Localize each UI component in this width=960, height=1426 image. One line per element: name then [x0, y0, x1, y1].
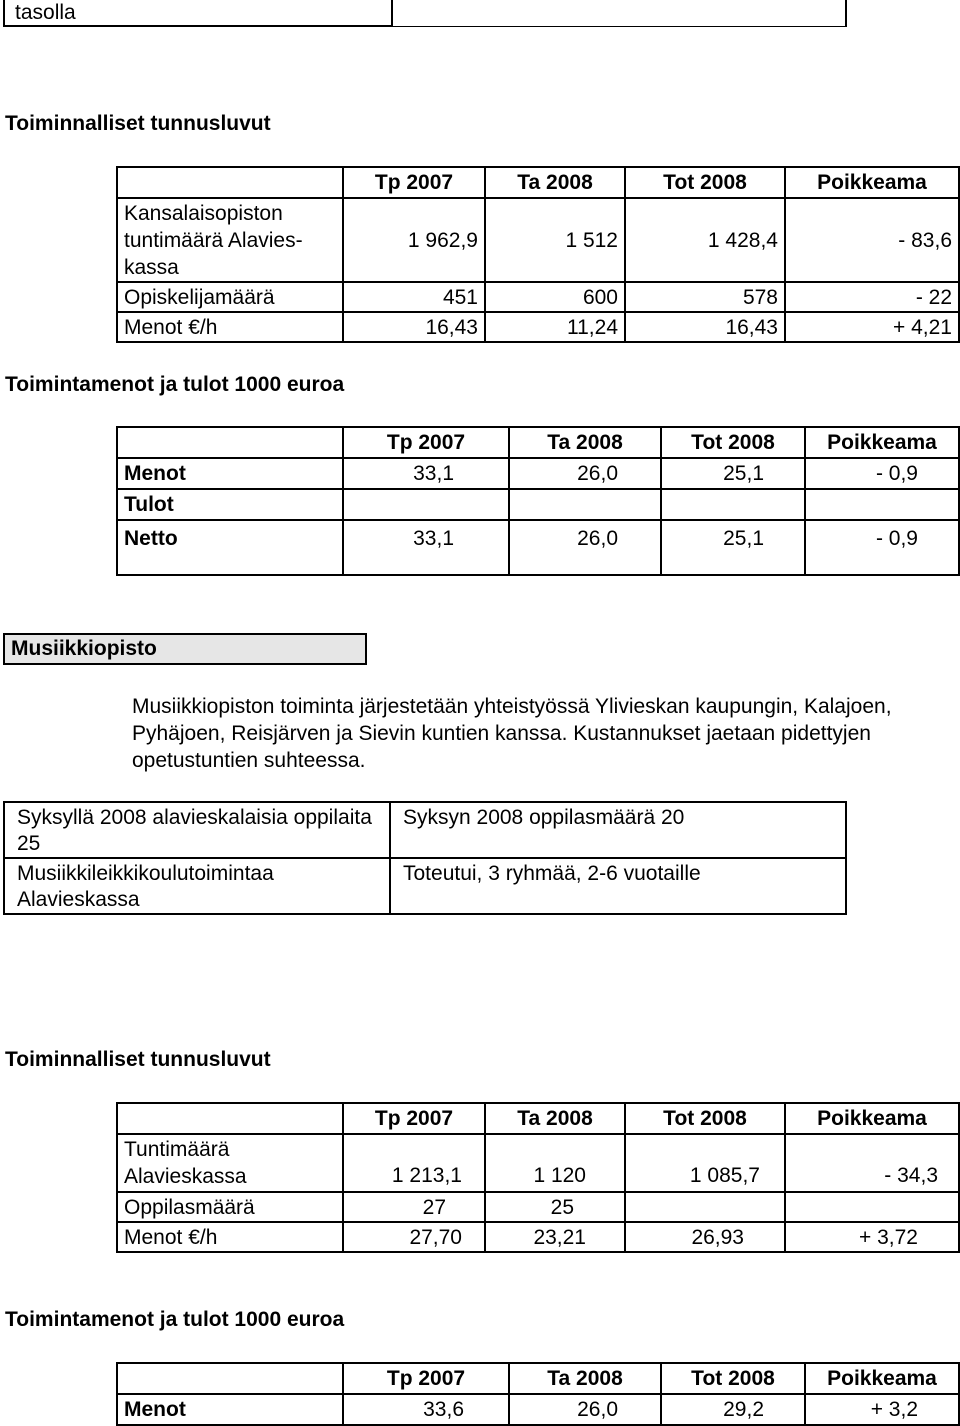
- table-row: [117, 1134, 959, 1192]
- cell-value: 1 120: [485, 1134, 625, 1192]
- section-title-box: [3, 633, 367, 665]
- cell-value: 16,43: [343, 312, 485, 342]
- header-tot2008: Tot 2008: [661, 1363, 805, 1394]
- table-row: [117, 282, 959, 312]
- table-row: [117, 489, 959, 520]
- section-title: Musiikkiopisto: [11, 637, 157, 660]
- header-empty: [117, 1103, 343, 1134]
- cell-value: 27,70: [343, 1222, 485, 1252]
- header-ta2008: Ta 2008: [509, 1363, 661, 1394]
- cell-value: [805, 489, 959, 520]
- cell-value: 33,1: [343, 520, 509, 575]
- section3-heading: Toiminnalliset tunnusluvut: [5, 1048, 271, 1071]
- cell-value: 1 512: [485, 198, 625, 282]
- header-poikkeama: Poikkeama: [785, 1103, 959, 1134]
- cell-value: 26,93: [625, 1222, 785, 1252]
- header-ta2008: Ta 2008: [509, 427, 661, 458]
- cell-value: 578: [625, 282, 785, 312]
- row-label: Tuntimäärä Alavieskassa: [117, 1134, 343, 1192]
- table-header-row: [117, 167, 959, 198]
- info-cell: Syksyllä 2008 alavieskalaisia oppilaita 25: [4, 802, 390, 858]
- cell-value: [625, 1192, 785, 1222]
- table-row: [4, 858, 846, 914]
- header-tp2007: Tp 2007: [343, 1103, 485, 1134]
- header-poikkeama: Poikkeama: [805, 1363, 959, 1394]
- section2-table: [116, 426, 960, 576]
- cell-value: 1 213,1: [343, 1134, 485, 1192]
- cell-value: 26,0: [509, 1394, 661, 1425]
- cell-value: 33,6: [343, 1394, 509, 1425]
- table-row: [117, 458, 959, 489]
- table-header-row: [117, 1103, 959, 1134]
- header-empty: [117, 427, 343, 458]
- info-cell: Musiikkileikkikoulutoimintaa Alavieskassa: [4, 858, 390, 914]
- cell-value: [343, 489, 509, 520]
- row-label: Menot €/h: [117, 312, 343, 342]
- section1-heading: Toiminnalliset tunnusluvut: [5, 112, 271, 135]
- cell-value: + 3,72: [785, 1222, 959, 1252]
- section2-heading: Toimintamenot ja tulot 1000 euroa: [5, 373, 345, 396]
- info-cell: Syksyn 2008 oppilasmäärä 20: [390, 802, 846, 858]
- table-row: [4, 802, 846, 858]
- info-cell: Toteutui, 3 ryhmää, 2-6 vuotaille: [390, 858, 846, 914]
- cell-value: 600: [485, 282, 625, 312]
- row-label: Opiskelijamäärä: [117, 282, 343, 312]
- music-info-table: [3, 801, 847, 915]
- table-row: [117, 520, 959, 575]
- cell-value: 16,43: [625, 312, 785, 342]
- section1-table: [116, 166, 960, 343]
- row-label: Tulot: [117, 489, 343, 520]
- header-empty: [117, 167, 343, 198]
- header-ta2008: Ta 2008: [485, 1103, 625, 1134]
- table-row: [117, 312, 959, 342]
- table-header-row: [117, 427, 959, 458]
- header-ta2008: Ta 2008: [485, 167, 625, 198]
- section4-heading: Toimintamenot ja tulot 1000 euroa: [5, 1308, 345, 1331]
- cell-value: 26,0: [509, 458, 661, 489]
- cell-value: 1 428,4: [625, 198, 785, 282]
- cell-value: 25,1: [661, 520, 805, 575]
- row-label: Oppilasmäärä: [117, 1192, 343, 1222]
- cell-value: + 3,2: [805, 1394, 959, 1425]
- table-row: [117, 1192, 959, 1222]
- header-tp2007: Tp 2007: [343, 1363, 509, 1394]
- row-label: Netto: [117, 520, 343, 575]
- cell-value: 1 085,7: [625, 1134, 785, 1192]
- top-table-fragment: [3, 0, 847, 27]
- header-tot2008: Tot 2008: [625, 167, 785, 198]
- cell-value: [785, 1192, 959, 1222]
- cell-value: 26,0: [509, 520, 661, 575]
- header-tot2008: Tot 2008: [661, 427, 805, 458]
- row-label: Kansalaisopiston tuntimäärä Alavies-kassa: [117, 198, 343, 282]
- section-description: Musiikkiopiston toiminta järjestetään yhteistyössä Ylivieskan kaupungin, Kalajoen, Pyhäjoen, Reisjärven ja Sievin kuntien kanssa. Kustannukset jaetaan pidettyjen opetustuntien suhteessa.: [132, 695, 892, 772]
- top-cell: [3, 0, 393, 27]
- header-empty: [117, 1363, 343, 1394]
- row-label: Menot: [117, 1394, 343, 1425]
- header-tp2007: Tp 2007: [343, 427, 509, 458]
- cell-value: 29,2: [661, 1394, 805, 1425]
- table-row: [117, 1394, 959, 1425]
- cell-value: 25: [485, 1192, 625, 1222]
- cell-value: 1 962,9: [343, 198, 485, 282]
- table-header-row: [117, 1363, 959, 1394]
- table-row: [117, 1222, 959, 1252]
- cell-value: 25,1: [661, 458, 805, 489]
- top-cell-text: tasollа: [15, 1, 76, 24]
- row-label: Menot: [117, 458, 343, 489]
- cell-value: - 34,3: [785, 1134, 959, 1192]
- cell-value: + 4,21: [785, 312, 959, 342]
- cell-value: - 83,6: [785, 198, 959, 282]
- header-poikkeama: Poikkeama: [785, 167, 959, 198]
- header-tot2008: Tot 2008: [625, 1103, 785, 1134]
- header-poikkeama: Poikkeama: [805, 427, 959, 458]
- cell-value: 27: [343, 1192, 485, 1222]
- cell-value: 23,21: [485, 1222, 625, 1252]
- cell-value: 33,1: [343, 458, 509, 489]
- row-label: Menot €/h: [117, 1222, 343, 1252]
- cell-value: - 22: [785, 282, 959, 312]
- cell-value: 11,24: [485, 312, 625, 342]
- section3-table: [116, 1102, 960, 1253]
- cell-value: 451: [343, 282, 485, 312]
- cell-value: - 0,9: [805, 520, 959, 575]
- cell-value: [661, 489, 805, 520]
- cell-value: - 0,9: [805, 458, 959, 489]
- section4-table: [116, 1362, 960, 1426]
- cell-value: [509, 489, 661, 520]
- table-row: [117, 198, 959, 282]
- header-tp2007: Tp 2007: [343, 167, 485, 198]
